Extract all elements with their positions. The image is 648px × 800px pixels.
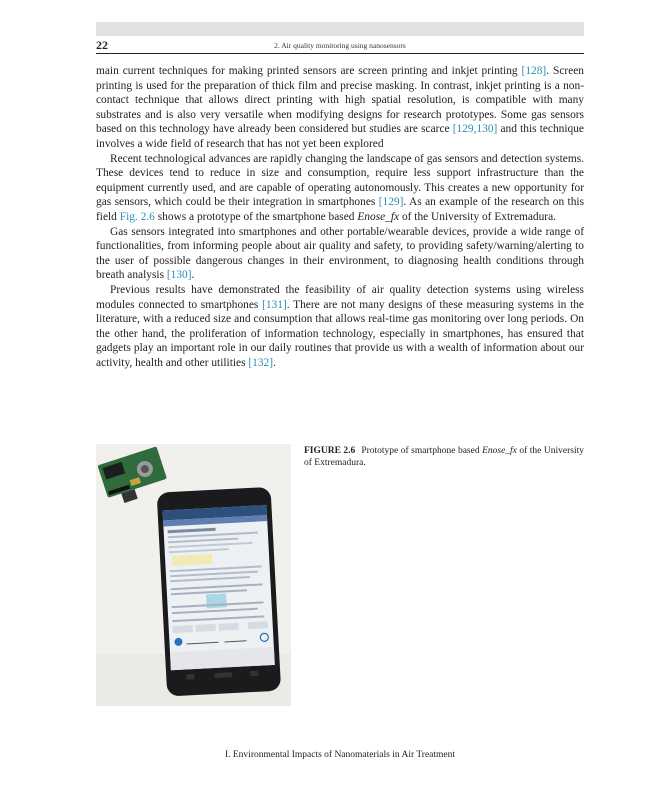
text-run: and this technique involves a wide field of research that has not yet been explored — [96, 123, 584, 150]
paragraph — [96, 64, 584, 152]
body-text — [96, 64, 584, 370]
text-run: . There are not many designs of these measuring systems in the literature, with a reduced size and consumption that allows real-time gas monitoring over long periods. On the other hand, the proliferation of information technology, especially in smartphones, has ensured that gadgets play an important role in our daily routines that provide us with a wealth of information about our activity, health and other utilities — [96, 298, 584, 369]
paragraph — [96, 225, 584, 283]
citation-link[interactable]: [131] — [262, 298, 287, 311]
text-run: Recent technological advances are rapidly changing the landscape of gas sensors and detection systems. These devices tend to reduce in size and consumption, require less support infrastructure than the equipment currently used, and are capable of operating autonomously. This creates a new opportunity for gas sensors, which could be their integration in smartphones — [96, 152, 584, 209]
text-run: of the University of Extremadura. — [399, 210, 556, 223]
citation-link[interactable]: [129] — [378, 196, 404, 209]
citation-link[interactable]: [130] — [166, 269, 192, 282]
citation-link[interactable]: [128] — [521, 65, 547, 77]
header-rule — [96, 53, 584, 54]
text-run: Previous results have demonstrated the feasibility of air quality detection systems using wireless modules connected to smartphones — [96, 283, 584, 311]
caption-text-start: Prototype of smartphone based — [361, 446, 483, 456]
citation-link[interactable]: [129,130] — [452, 123, 498, 136]
caption-text-end: of the University of Extremadura. — [304, 446, 584, 468]
citation-link[interactable]: Fig. 2.6 — [119, 210, 155, 223]
paragraph — [96, 152, 584, 225]
header-bar — [96, 22, 584, 36]
figure-label: FIGURE 2.6 — [304, 446, 356, 456]
text-run: . As an example of the research on this field — [96, 196, 584, 223]
italic-term: Enose_fx — [357, 210, 400, 223]
text-run: main current techniques for making printed sensors are screen printing and inkjet printing — [96, 65, 522, 77]
text-run: . — [273, 356, 276, 369]
figure-caption — [304, 445, 584, 469]
text-run: Gas sensors integrated into smartphones and other portable/wearable devices, provide a wide range of functionalities, from informing people about air quality and safety, to providing safety/warning/alerting to the user of possible dangerous changes in their environment, to diagnosing health conditions through breath analysis — [96, 225, 584, 282]
text-run: shows a prototype of the smartphone based — [154, 210, 358, 223]
figure-photo — [96, 444, 291, 706]
page-number: 22 — [96, 38, 108, 52]
citation-link[interactable]: [132] — [248, 356, 274, 369]
running-title: 2. Air quality monitoring using nanosensors — [274, 41, 406, 50]
paragraph — [96, 283, 584, 371]
phone — [157, 487, 282, 697]
caption-italic: Enose_fx — [482, 446, 517, 456]
text-run: . — [191, 269, 195, 282]
text-run: . Screen printing is used for the preparation of thick film and precise masking. In contrast, inkjet printing is a non-contact technique that allows direct printing with high spatial resolution, is compatible with many substrates and is also very versatile when modifying designs for research prototypes. Some gas sensors based on this technology have already been considered but studies are scarce — [96, 65, 584, 136]
smartphone-prototype-image — [96, 444, 291, 706]
page-footer: I. Environmental Impacts of Nanomaterials in Air Treatment — [224, 750, 456, 760]
